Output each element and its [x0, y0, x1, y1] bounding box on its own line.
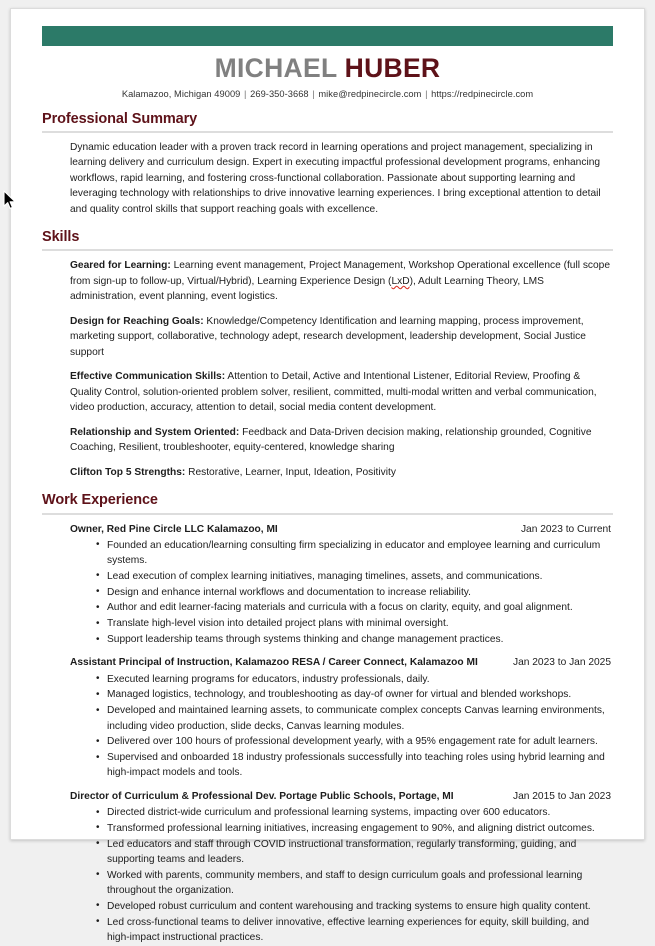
- job-entry: [70, 655, 611, 780]
- accent-banner: [42, 26, 613, 46]
- skill-group-label: Geared for Learning:: [70, 260, 171, 272]
- job-bullet: • Managed logistics, technology, and troubleshooting as day-of owner for virtual and blended workshops.: [96, 687, 611, 702]
- job-bullet: • Led cross-functional teams to deliver innovative, effective learning experiences for equity, skill building, and high-impact instructional practices.: [96, 915, 611, 946]
- section-title-work-experience: Work Experience: [42, 492, 158, 509]
- job-bullet-list: [70, 805, 611, 945]
- contact-separator-2: |: [312, 88, 315, 99]
- job-header: [70, 522, 611, 537]
- job-title: Owner, Red Pine Circle LLC Kalamazoo, MI: [70, 523, 278, 535]
- contact-separator-1: |: [244, 88, 247, 99]
- skill-group: [70, 425, 611, 456]
- skill-group-text: Restorative, Learner, Input, Ideation, Positivity: [185, 466, 396, 478]
- job-dates: Jan 2015 to Jan 2023: [513, 790, 611, 802]
- skill-group-text: Learning event management, Project Management, Workshop Operational excellence (full scope from sign-up to follow-up, Virtual/Hybrid), Learning Experience Design (: [70, 260, 611, 287]
- job-bullet-list: [70, 538, 611, 648]
- section-divider: [42, 249, 613, 251]
- contact-email[interactable]: mike@redpinecircle.com: [318, 88, 422, 99]
- professional-summary-paragraph: Dynamic education leader with a proven track record in learning operations and project management, specializing in learning delivery and curriculum design. Expert in executing impactful professional development programs, enhancing workflows, rapid learning, and fostering cross-functional collaboration. Passionate about supporting learning and leveraging technology with relationships to drive innovative learning experiences. I bring exceptional attention to detail and quality control skills that support reaching goals with excellence.: [70, 141, 601, 215]
- skill-group: [70, 258, 611, 305]
- resume-content: [42, 26, 613, 946]
- candidate-last-name: HUBER: [344, 53, 441, 83]
- job-bullet: • Founded an education/learning consulting firm specializing in educator and employee learning and curriculum systems.: [96, 538, 611, 569]
- professional-summary-body: [42, 140, 613, 218]
- contact-website[interactable]: https://redpinecircle.com: [431, 88, 534, 99]
- skill-group: [70, 369, 611, 416]
- job-bullet: • Led educators and staff through COVID instructional transformation, regularly transforming, guiding, and supporting teams and leaders.: [96, 837, 611, 868]
- work-experience-body: [42, 522, 613, 946]
- section-divider: [42, 131, 613, 133]
- contact-line: [42, 89, 613, 99]
- skill-group-text: Feedback and Data-Driven decision making, relationship grounded, Cognitive Coaching, Resilient, troubleshooter, equity-centered, knowledge sharing: [70, 426, 592, 454]
- skill-group-text: Knowledge/Competency Identification and learning mapping, process improvement, marketing support, collaborative, technology adept, research development, leadership development, Social Justice support: [70, 315, 586, 358]
- skill-group: [70, 465, 611, 481]
- skill-group-label: Design for Reaching Goals:: [70, 315, 204, 327]
- skill-group-label: Clifton Top 5 Strengths:: [70, 466, 186, 478]
- section-work-experience: [42, 492, 613, 945]
- section-title-skills: Skills: [42, 229, 80, 246]
- section-title-professional-summary: Professional Summary: [42, 110, 198, 127]
- job-header: [70, 655, 611, 670]
- job-bullet: • Executed learning programs for educators, industry professionals, daily.: [96, 672, 611, 687]
- job-bullet: • Developed robust curriculum and content warehousing and tracking systems to ensure high quality content.: [96, 899, 611, 914]
- job-bullet: • Worked with parents, community members, and staff to design curriculum goals and professional learning throughout the organization.: [96, 868, 611, 899]
- section-divider: [42, 513, 613, 515]
- resume-page: [10, 8, 645, 943]
- job-bullet: • Design and enhance internal workflows and documentation to increase reliability.: [96, 585, 611, 600]
- job-title: Director of Curriculum & Professional Dev. Portage Public Schools, Portage, MI: [70, 790, 454, 802]
- contact-separator-3: |: [425, 88, 428, 99]
- section-professional-summary: [42, 111, 613, 218]
- candidate-first-name: MICHAEL: [214, 53, 337, 83]
- section-skills: [42, 229, 613, 480]
- job-bullet: • Lead execution of complex learning initiatives, managing timelines, assets, and communications.: [96, 569, 611, 584]
- job-bullet: • Directed district-wide curriculum and professional learning systems, impacting over 600 educators.: [96, 805, 611, 820]
- job-bullet: • Transformed professional learning initiatives, increasing engagement to 90%, and aligning district outcomes.: [96, 821, 611, 836]
- contact-location: Kalamazoo, Michigan 49009: [121, 88, 241, 99]
- skill-group-label: Relationship and System Oriented:: [70, 426, 240, 438]
- job-bullet: • Translate high-level vision into detailed project plans with minimal oversight.: [96, 616, 611, 631]
- job-bullet: • Delivered over 100 hours of professional development yearly, with a 95% engagement rate for adult learners.: [96, 734, 611, 749]
- job-bullet: • Support leadership teams through systems thinking and change management practices.: [96, 632, 611, 647]
- candidate-name: [42, 54, 613, 84]
- job-header: [70, 789, 611, 804]
- skill-group-text: Attention to Detail, Active and Intentional Listener, Editorial Review, Proofing & Quality Control, solution-oriented problem solver, resilient, committed, multi-modal written and verbal communication, video production, accuracy, attention to detail, social media content development.: [70, 371, 597, 414]
- contact-phone[interactable]: 269-350-3668: [250, 88, 309, 99]
- job-bullet: • Author and edit learner-facing materials and curricula with a focus on clarity, equity, and goal alignment.: [96, 600, 611, 615]
- job-bullet-list: [70, 672, 611, 781]
- job-entry: [70, 522, 611, 648]
- job-entry: [70, 789, 611, 945]
- job-title: Assistant Principal of Instruction, Kalamazoo RESA / Career Connect, Kalamazoo MI: [70, 657, 478, 669]
- skill-group: [70, 314, 611, 361]
- spellcheck-flagged-word[interactable]: LxD: [391, 275, 410, 287]
- job-dates: Jan 2023 to Current: [520, 523, 611, 535]
- job-dates: Jan 2023 to Jan 2025: [513, 657, 611, 669]
- skill-group-text: ), Adult Learning Theory, LMS administration, event planning, event logistics.: [70, 275, 544, 303]
- job-bullet: • Supervised and onboarded 18 industry professionals successfully into teaching roles using hybrid learning and high-impact models and tools.: [96, 750, 611, 781]
- job-bullet: • Developed and maintained learning assets, to communicate complex concepts Canvas learning environments, including video production, slide decks, Canvas learning modules.: [96, 703, 611, 734]
- skill-group-label: Effective Communication Skills:: [70, 371, 226, 383]
- skills-body: [42, 258, 613, 480]
